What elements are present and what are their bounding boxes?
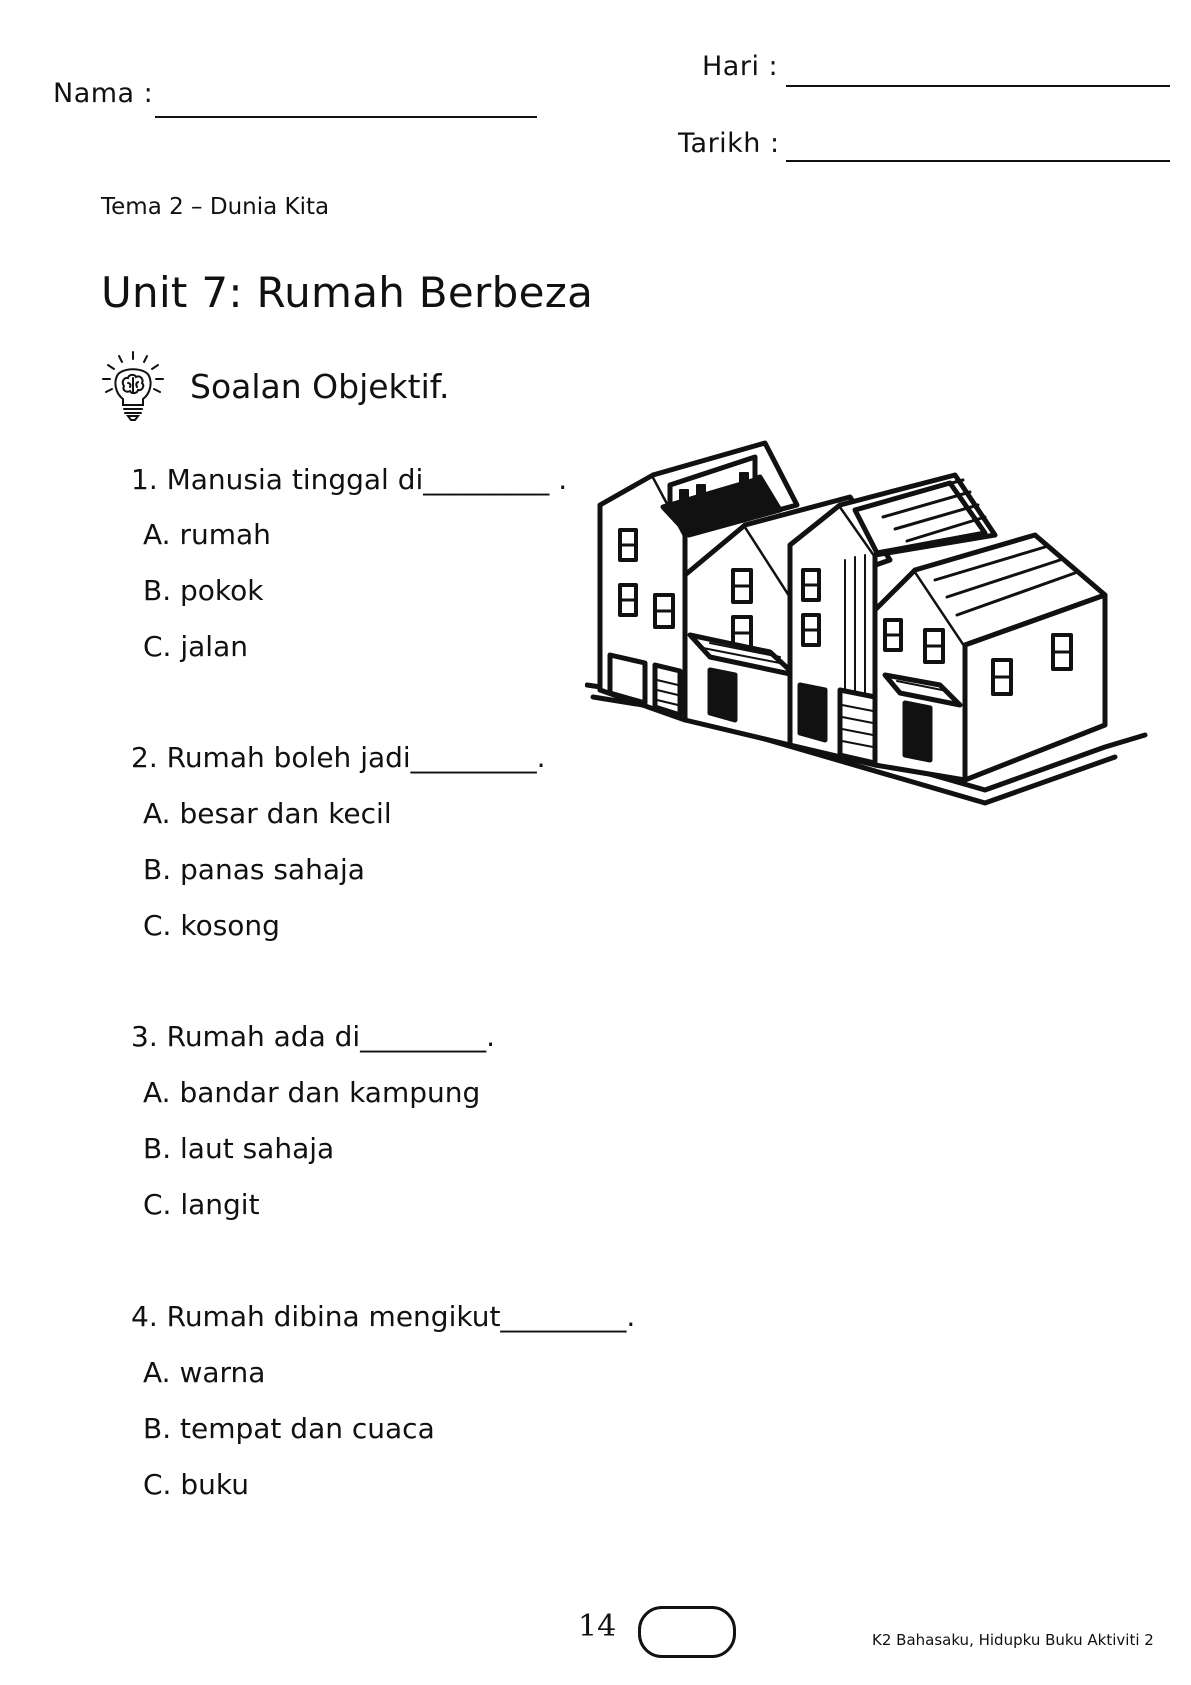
page-number: 14 [578,1609,617,1644]
row-of-houses-illustration [585,435,1167,829]
question-3-option-c[interactable]: C. langit [143,1188,260,1221]
footer-text: K2 Bahasaku, Hidupku Buku Aktiviti 2 [872,1631,1154,1649]
question-1-option-b[interactable]: B. pokok [143,574,264,607]
question-3-option-a[interactable]: A. bandar dan kampung [143,1076,481,1109]
question-1: 1. Manusia tinggal di_________ . [131,463,568,496]
theme-label: Tema 2 – Dunia Kita [101,194,330,220]
day-field[interactable] [786,85,1170,87]
question-2-option-c[interactable]: C. kosong [143,909,280,942]
date-field[interactable] [786,160,1170,162]
score-box[interactable] [638,1606,736,1658]
question-2-option-a[interactable]: A. besar dan kecil [143,797,392,830]
question-1-option-c[interactable]: C. jalan [143,630,248,663]
day-label: Hari : [702,51,779,82]
lightbulb-brain-icon [97,350,169,426]
question-1-option-a[interactable]: A. rumah [143,518,271,551]
page-title: Unit 7: Rumah Berbeza [101,268,594,317]
date-label: Tarikh : [678,128,780,159]
question-4-option-a[interactable]: A. warna [143,1356,266,1389]
question-4-option-b[interactable]: B. tempat dan cuaca [143,1412,435,1445]
question-3: 3. Rumah ada di_________. [131,1020,496,1053]
question-4: 4. Rumah dibina mengikut_________. [131,1300,636,1333]
name-field[interactable] [155,116,537,118]
question-2: 2. Rumah boleh jadi_________. [131,741,546,774]
name-label: Nama : [53,78,154,109]
question-3-option-b[interactable]: B. laut sahaja [143,1132,335,1165]
question-4-option-c[interactable]: C. buku [143,1468,249,1501]
question-2-option-b[interactable]: B. panas sahaja [143,853,365,886]
section-title: Soalan Objektif. [190,367,450,406]
